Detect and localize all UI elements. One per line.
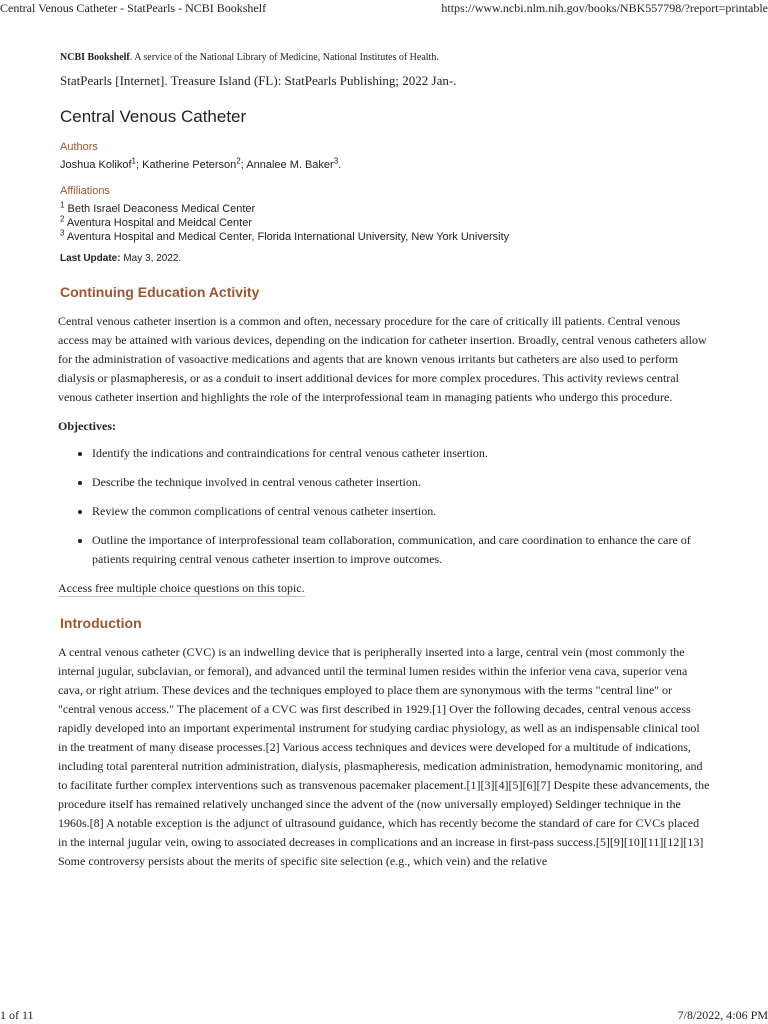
author-affil-ref[interactable]: 3 xyxy=(333,156,339,166)
affiliation-item xyxy=(60,214,710,229)
bookshelf-line xyxy=(60,52,710,63)
affiliations-heading: Affiliations xyxy=(60,185,110,197)
article-page xyxy=(60,52,710,883)
affiliation-item xyxy=(60,200,710,215)
affiliation-text: Aventura Hospital and Medical Center, Florida International University, New York University xyxy=(64,231,510,243)
bookshelf-link[interactable]: NCBI Bookshelf xyxy=(60,52,130,63)
print-url: https://www.ncbi.nlm.nih.gov/books/NBK557798/?report=printable xyxy=(441,1,768,15)
objective-item: • Identify the indications and contraindications for central venous catheter insertion. xyxy=(92,444,710,463)
objective-item: • Describe the technique involved in central venous catheter insertion. xyxy=(92,473,710,492)
last-update-label: Last Update: xyxy=(60,253,121,264)
author-name[interactable]: Katherine Peterson xyxy=(142,159,237,171)
last-update xyxy=(60,253,710,264)
print-footer xyxy=(0,1006,768,1024)
introduction-heading: Introduction xyxy=(60,615,142,631)
book-citation: StatPearls [Internet]. Treasure Island (FL): StatPearls Publishing; 2022 Jan-. xyxy=(60,73,457,88)
bookshelf-service: . A service of the National Library of Medicine, National Institutes of Health. xyxy=(129,52,439,63)
affiliation-item xyxy=(60,228,710,243)
affiliation-text: Beth Israel Deaconess Medical Center xyxy=(64,203,256,215)
author-affil-ref[interactable]: 2 xyxy=(236,156,241,166)
author-sep: ; xyxy=(136,159,143,171)
mcq-link[interactable]: Access free multiple choice questions on this topic. xyxy=(58,581,305,595)
affiliation-list xyxy=(60,200,710,243)
last-update-date: May 3, 2022. xyxy=(120,253,182,264)
introduction-paragraph: A central venous catheter (CVC) is an indwelling device that is peripherally inserted into a large, central vein (most commonly the internal jugular, subclavian, or femoral), and advanced until the terminal lumen resides within the inferior vena cava, superior vena cava, or right atrium. These devices and the techniques employed to place them are synonymous with the terms "central line" or "central venous access." The placement of a CVC was first described in 1929.[1] Over the following decades, central venous access rapidly developed into an important experimental instrument for studying cardiac physiology, as well as an indispensable clinical tool in the treatment of many disease processes.[2] Various access techniques and devices were developed for a multitude of indications, including total parenteral nutrition administration, dialysis, plasmapheresis, medication administration, hemodynamic monitoring, and to facilitate further complex interventions such as transvenous pacemaker placement.[1][3][4][5][6][7] Despite these advancements, the procedure itself has remained relatively unchanged since the advent of the (now universally employed) Seldinger technique in the 1960s.[8] A notable exception is the adjunct of ultrasound guidance, which has recently become the standard of care for CVCs placed in the internal jugular vein, owing to associated decreases in complications and an increase in first-pass success.[5][9][10][11][12][13] Some controversy persists about the merits of specific site selection (e.g., which vein) and the relative xyxy=(58,645,710,868)
print-page-number: 1 of 11 xyxy=(0,1008,34,1022)
author-sep: ; xyxy=(240,159,247,171)
objective-item: • Outline the importance of interprofessional team collaboration, communication, and care coordination to enhance the care of patients requiring central venous catheter insertion to improve outcomes. xyxy=(92,531,710,569)
print-datetime: 7/8/2022, 4:06 PM xyxy=(677,1008,768,1022)
objectives-heading: Objectives: xyxy=(58,419,116,433)
print-page-title: Central Venous Catheter - StatPearls - NCBI Bookshelf xyxy=(0,1,267,15)
ce-activity-paragraph: Central venous catheter insertion is a common and often, necessary procedure for the care of critically ill patients. Central venous access may be attained with various devices, depending on the indication for catheter insertion. Broadly, central venous catheters allow for the administration of vasoactive medications and agents that are known venous irritants but catheters are also used to perform dialysis or plasmapheresis, or as a conduit to insert additional devices for more complex procedures. This activity reviews central venous catheter insertion and highlights the role of the interprofessional team in managing patients who undergo this procedure. xyxy=(58,314,707,404)
affiliation-number: 2 xyxy=(60,214,65,224)
affiliation-number: 1 xyxy=(60,200,65,210)
author-name[interactable]: Joshua Kolikof xyxy=(60,159,132,171)
authors-heading: Authors xyxy=(60,141,98,153)
author-name[interactable]: Annalee M. Baker xyxy=(246,159,334,171)
affiliation-number: 3 xyxy=(60,228,65,238)
print-header xyxy=(0,0,768,18)
article-title: Central Venous Catheter xyxy=(60,107,247,126)
affiliation-text: Aventura Hospital and Meidcal Center xyxy=(64,217,252,229)
objectives-list xyxy=(60,444,710,569)
author-list xyxy=(60,156,710,171)
objective-item: • Review the common complications of central venous catheter insertion. xyxy=(92,502,710,521)
author-affil-ref[interactable]: 1 xyxy=(131,156,136,166)
author-sep: . xyxy=(338,159,342,171)
ce-activity-heading: Continuing Education Activity xyxy=(60,284,260,300)
